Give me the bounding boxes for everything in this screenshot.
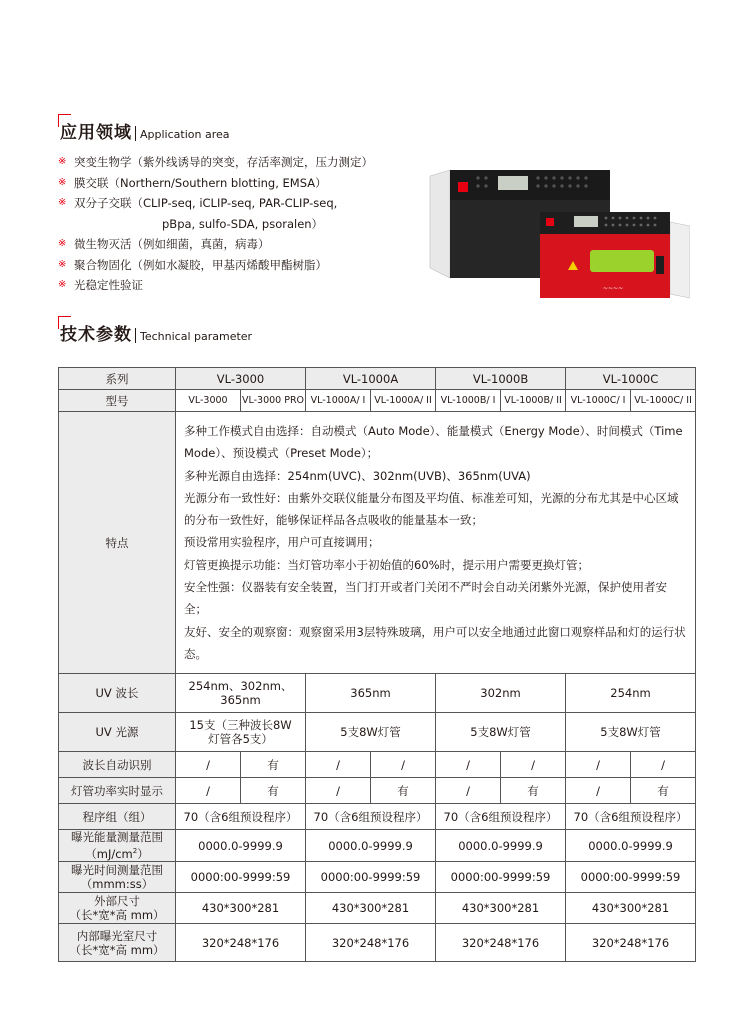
lamp-power-label: 灯管功率实时显示 [59, 778, 176, 804]
chamber-size-cell: 320*248*176 [566, 924, 696, 962]
uv-source-cell: 5支8W灯管 [306, 713, 436, 752]
table-row [59, 778, 696, 804]
uv-wavelength-cell: 254nm、302nm、365nm [176, 674, 306, 713]
program-label: 程序组（组） [59, 804, 176, 830]
time-range-cell: 0000:00-9999:59 [436, 862, 566, 893]
reference-mark-icon: ※ [58, 258, 67, 270]
list-item: ※ 膜交联（Northern/Southern blotting, EMSA） [58, 173, 373, 194]
model-cell: VL-1000B/ II [501, 390, 566, 412]
time-range-cell: 0000:00-9999:59 [306, 862, 436, 893]
feature-line: 友好、安全的观察窗：观察窗采用3层特殊玻璃，用户可以安全地通过此窗口观察样品和灯的运行状态。 [184, 624, 686, 661]
lamp-power-cell: / [566, 778, 631, 804]
auto-identify-cell: / [631, 752, 696, 778]
svg-text:~~~~: ~~~~ [603, 285, 624, 292]
external-size-cell: 430*300*281 [176, 893, 306, 924]
table-row [59, 752, 696, 778]
lamp-power-cell: / [306, 778, 371, 804]
model-cell: VL-1000B/ I [436, 390, 501, 412]
chamber-size-cell: 320*248*176 [176, 924, 306, 962]
reference-mark-icon: ※ [58, 176, 67, 188]
technical-parameter-heading [58, 320, 252, 345]
program-cell: 70（含6组预设程序） [176, 804, 306, 830]
feature-line: 预设常用实验程序，用户可直接调用； [184, 535, 380, 550]
feature-line: 多种光源自由选择：254nm(UVC)、302nm(UVB)、365nm(UVA) [184, 468, 531, 483]
application-area-title-cn: 应用领域 [60, 123, 132, 143]
model-cell: VL-1000A/ II [371, 390, 436, 412]
list-item: ※ 聚合物固化（例如水凝胶，甲基丙烯酸甲酯树脂） [58, 255, 373, 276]
table-row [59, 713, 696, 752]
list-item: ※ 双分子交联（CLIP-seq, iCLIP-seq, PAR-CLIP-seq, [58, 193, 373, 214]
series-cell: VL-1000B [436, 368, 566, 390]
application-list [58, 152, 373, 296]
table-row [59, 804, 696, 830]
reference-mark-icon: ※ [58, 156, 67, 167]
feature-line: 灯管更换提示功能：当灯管功率小于初始值的60%时，提示用户需要更换灯管； [184, 557, 590, 572]
model-label: 型号 [59, 390, 176, 412]
lamp-power-cell: 有 [501, 778, 566, 804]
heading-corner-mark [58, 316, 71, 329]
auto-identify-label: 波长自动识别 [59, 752, 176, 778]
lamp-power-cell: 有 [241, 778, 306, 804]
table-row [59, 674, 696, 713]
chamber-size-cell: 320*248*176 [306, 924, 436, 962]
technical-parameter-table [58, 367, 696, 962]
energy-range-cell: 0000.0-9999.9 [306, 830, 436, 862]
feature-line: 安全性强：仪器装有安全装置，当门打开或者门关闭不严时会自动关闭紫外光源，保护使用者安全； [184, 580, 667, 617]
external-size-cell: 430*300*281 [306, 893, 436, 924]
uv-wavelength-cell: 302nm [436, 674, 566, 713]
time-range-cell: 0000:00-9999:59 [176, 862, 306, 893]
model-cell: VL-3000 PRO [241, 390, 306, 412]
series-cell: VL-1000A [306, 368, 436, 390]
lamp-power-cell: 有 [631, 778, 696, 804]
series-cell: VL-3000 [176, 368, 306, 390]
model-cell: VL-1000A/ I [306, 390, 371, 412]
heading-divider [135, 126, 136, 141]
energy-range-cell: 0000.0-9999.9 [436, 830, 566, 862]
reference-mark-icon: ※ [58, 197, 67, 208]
feature-line: 光源分布一致性好：由紫外交联仪能量分布图及平均值、标准差可知，光源的分布尤其是中心区域的分布一致性好，能够保证样品各点吸收的能量基本一致； [184, 490, 679, 528]
reference-mark-icon: ※ [58, 238, 67, 249]
feature-label: 特点 [59, 412, 176, 674]
reference-mark-icon: ※ [58, 279, 67, 290]
uv-source-cell: 15支（三种波长8W灯管各5支） [176, 713, 306, 752]
program-cell: 70（含6组预设程序） [566, 804, 696, 830]
table-row [59, 924, 696, 962]
table-row [59, 830, 696, 862]
uv-crosslinker-product-image [428, 160, 690, 300]
chamber-size-cell: 320*248*176 [436, 924, 566, 962]
lamp-power-cell: 有 [371, 778, 436, 804]
model-cell: VL-3000 [176, 390, 241, 412]
uv-wavelength-label: UV 波长 [59, 674, 176, 713]
application-area-title-en: Application area [140, 128, 230, 141]
heading-corner-mark [58, 114, 71, 127]
time-range-cell: 0000:00-9999:59 [566, 862, 696, 893]
list-item-continuation: pBpa, sulfo-SDA, psoralen） [162, 216, 324, 231]
energy-range-label: 曝光能量测量范围 $(mJ/cm^2)$ [59, 830, 176, 862]
uv-source-label: UV 光源 [59, 713, 176, 752]
feature-cell [176, 412, 696, 674]
list-item: ※ 微生物灭活（例如细菌，真菌，病毒） [58, 234, 373, 255]
lamp-power-cell: / [436, 778, 501, 804]
auto-identify-cell: / [306, 752, 371, 778]
table-row [59, 412, 696, 674]
external-size-label: 外部尺寸 （长*宽*高 mm） [59, 893, 176, 924]
model-cell: VL-1000C/ II [631, 390, 696, 412]
technical-parameter-title-en: Technical parameter [140, 330, 253, 343]
auto-identify-cell: / [566, 752, 631, 778]
program-cell: 70（含6组预设程序） [306, 804, 436, 830]
energy-range-cell: 0000.0-9999.9 [566, 830, 696, 862]
uv-source-cell: 5支8W灯管 [436, 713, 566, 752]
auto-identify-cell: / [501, 752, 566, 778]
list-item: ※ 突变生物学（紫外线诱导的突变，存活率测定，压力测定） [58, 152, 373, 173]
series-cell: VL-1000C [566, 368, 696, 390]
lamp-power-cell: / [176, 778, 241, 804]
energy-range-cell: 0000.0-9999.9 [176, 830, 306, 862]
feature-line: 多种工作模式自由选择：自动模式（Auto Mode）、能量模式（Energy Mode）、时间模式（Time Mode）、预设模式（Preset Mode）； [184, 424, 683, 461]
auto-identify-cell: / [436, 752, 501, 778]
chamber-size-label: 内部曝光室尺寸 （长*宽*高 mm） [59, 924, 176, 962]
uv-wavelength-cell: 365nm [306, 674, 436, 713]
uv-source-cell: 5支8W灯管 [566, 713, 696, 752]
technical-parameter-title-cn: 技术参数 [60, 325, 132, 345]
uv-wavelength-cell: 254nm [566, 674, 696, 713]
auto-identify-cell: / [176, 752, 241, 778]
table-row [59, 368, 696, 390]
external-size-cell: 430*300*281 [566, 893, 696, 924]
application-area-heading [58, 118, 230, 143]
model-cell: VL-1000C/ I [566, 390, 631, 412]
auto-identify-cell: 有 [241, 752, 306, 778]
heading-divider [135, 328, 136, 343]
external-size-cell: 430*300*281 [436, 893, 566, 924]
list-item: ※ 光稳定性验证 [58, 275, 373, 296]
series-label: 系列 [59, 368, 176, 390]
auto-identify-cell: / [371, 752, 436, 778]
table-row [59, 862, 696, 893]
time-range-label: 曝光时间测量范围 （mmm:ss） [59, 862, 176, 893]
table-row [59, 893, 696, 924]
table-row [59, 390, 696, 412]
program-cell: 70（含6组预设程序） [436, 804, 566, 830]
